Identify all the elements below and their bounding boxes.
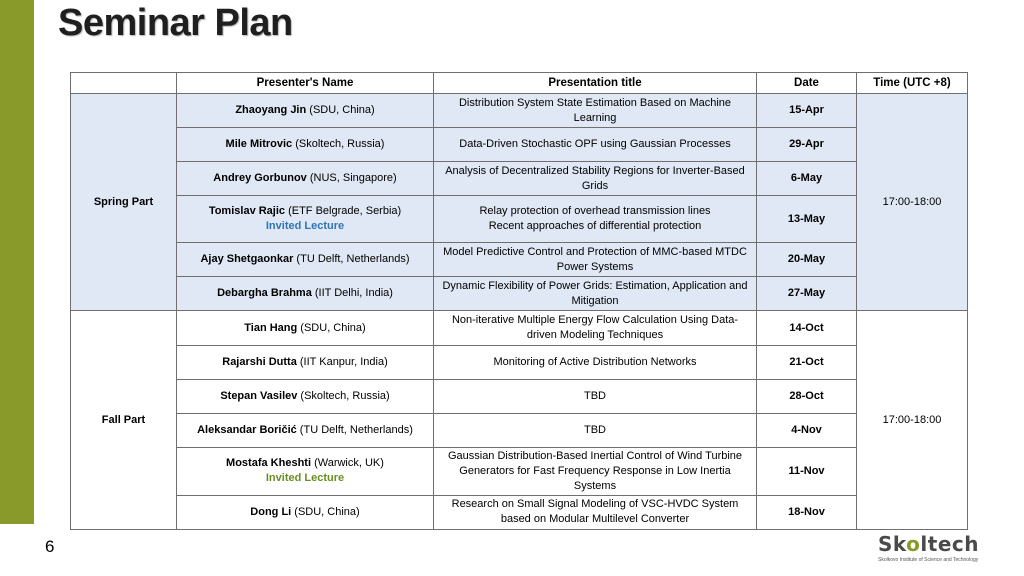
spring-time-cell: 17:00-18:00 (857, 94, 968, 311)
presentation-title-cell (434, 413, 757, 447)
presenter-cell (177, 311, 434, 345)
presenter-affiliation: (IIT Kanpur, India) (296, 355, 388, 368)
presenter-name: Ajay Shetgaonkar (200, 253, 294, 266)
presenter-cell (177, 128, 434, 162)
presenter-affiliation: (ETF Belgrade, Serbia) (285, 205, 402, 218)
table-row (71, 277, 968, 311)
table-row (71, 447, 968, 495)
presentation-title-cell (434, 94, 757, 128)
presentation-title-line: Gaussian Distribution-Based Inertial Control of Wind Turbine Generators for Fast Frequency Response in Low Inertia Systems (447, 449, 743, 492)
date-cell: 28-Oct (757, 379, 857, 413)
table-header-row (71, 73, 968, 94)
header-presenter: Presenter's Name (177, 73, 434, 94)
presentation-title-line: Non-iterative Multiple Energy Flow Calculation Using Data-driven Modeling Techniques (451, 314, 739, 342)
presenter-cell (177, 345, 434, 379)
presenter-affiliation: (Warwick, UK) (311, 457, 384, 470)
presenter-affiliation: (TU Delft, Netherlands) (293, 253, 410, 266)
presenter-cell (177, 162, 434, 196)
skoltech-logo (878, 532, 1000, 568)
presenter-affiliation: (SDU, China) (291, 505, 360, 518)
date-cell: 20-May (757, 243, 857, 277)
presentation-title-line: Distribution System State Estimation Based on Machine Learning (458, 96, 732, 124)
presenter-affiliation: (NUS, Singapore) (306, 172, 397, 185)
presentation-title-cell (434, 128, 757, 162)
presenter-name: Debargha Brahma (217, 287, 312, 300)
presenter-cell (177, 447, 434, 495)
spring-part-label: Spring Part (71, 94, 177, 311)
table-row (71, 162, 968, 196)
presentation-title-line: Monitoring of Active Distribution Networks (493, 355, 697, 368)
fall-time-cell: 17:00-18:00 (857, 311, 968, 530)
presenter-name: Dong Li (250, 505, 292, 518)
page-title: Seminar Plan (58, 2, 293, 44)
presentation-title-cell (434, 311, 757, 345)
presenter-cell (177, 94, 434, 128)
presenter-affiliation: (Skoltech, Russia) (292, 138, 385, 151)
logo-wordmark: Skoltech (878, 532, 979, 556)
presentation-title-line: Research on Small Signal Modeling of VSC-HVDC System based on Modular Multilevel Converter (451, 498, 739, 526)
table-row (71, 243, 968, 277)
table-row (71, 413, 968, 447)
date-cell: 13-May (757, 196, 857, 243)
date-cell: 21-Oct (757, 345, 857, 379)
presentation-title-line: Data-Driven Stochastic OPF using Gaussian Processes (459, 138, 731, 151)
date-cell: 6-May (757, 162, 857, 196)
table-row (71, 311, 968, 345)
presenter-cell (177, 196, 434, 243)
date-cell: 27-May (757, 277, 857, 311)
date-cell: 29-Apr (757, 128, 857, 162)
presentation-title-line: Relay protection of overhead transmission lines (479, 205, 711, 218)
presenter-name: Stepan Vasilev (220, 389, 298, 402)
presentation-title-line: Model Predictive Control and Protection of MMC-based MTDC Power Systems (443, 245, 747, 273)
presentation-title-line: TBD (584, 423, 606, 436)
presenter-name: Zhaoyang Jin (235, 104, 307, 117)
seminar-table (70, 72, 968, 530)
presenter-name: Mile Mitrovic (225, 138, 293, 151)
presenter-name: Mostafa Kheshti (226, 457, 312, 470)
table-row (71, 196, 968, 243)
presentation-title-cell (434, 277, 757, 311)
table-row (71, 379, 968, 413)
date-cell: 14-Oct (757, 311, 857, 345)
table-row (71, 94, 968, 128)
header-date: Date (757, 73, 857, 94)
date-cell: 15-Apr (757, 94, 857, 128)
presenter-name: Rajarshi Dutta (222, 355, 297, 368)
presentation-title-cell (434, 345, 757, 379)
date-cell: 4-Nov (757, 413, 857, 447)
presenter-cell (177, 379, 434, 413)
fall-part-label: Fall Part (71, 311, 177, 530)
date-cell: 11-Nov (757, 447, 857, 495)
presentation-title-line: Recent approaches of differential protection (488, 220, 702, 233)
invited-lecture-badge: Invited Lecture (265, 220, 345, 233)
presentation-title-cell (434, 196, 757, 243)
presentation-title-cell (434, 162, 757, 196)
presenter-cell (177, 495, 434, 529)
logo-subtitle: Skolkovo Institute of Science and Technology (878, 557, 979, 563)
presenter-affiliation: (TU Delft, Netherlands) (296, 423, 413, 436)
presenter-name: Tian Hang (244, 321, 298, 334)
presenter-cell (177, 413, 434, 447)
presenter-affiliation: (IIT Delhi, India) (311, 287, 393, 300)
accent-side-bar (0, 0, 34, 524)
presentation-title-cell (434, 447, 757, 495)
table-row (71, 128, 968, 162)
presenter-affiliation: (Skoltech, Russia) (297, 389, 390, 402)
presenter-name: Tomislav Rajic (208, 205, 286, 218)
header-presentation-title: Presentation title (434, 73, 757, 94)
presenter-affiliation: (SDU, China) (306, 104, 375, 117)
presentation-title-line: Analysis of Decentralized Stability Regions for Inverter-Based Grids (445, 164, 745, 192)
table-row (71, 495, 968, 529)
invited-lecture-badge: Invited Lecture (265, 472, 345, 485)
date-cell: 18-Nov (757, 495, 857, 529)
presenter-cell (177, 243, 434, 277)
presenter-name: Aleksandar Boričić (197, 423, 297, 436)
presentation-title-cell (434, 379, 757, 413)
table-row (71, 345, 968, 379)
presenter-name: Andrey Gorbunov (213, 172, 307, 185)
presenter-cell (177, 277, 434, 311)
table-body (71, 94, 968, 530)
presentation-title-cell (434, 495, 757, 529)
presentation-title-line: TBD (584, 389, 606, 402)
header-time: Time (UTC +8) (857, 73, 968, 94)
header-part (71, 73, 177, 94)
presentation-title-cell (434, 243, 757, 277)
presenter-affiliation: (SDU, China) (297, 321, 366, 334)
page-number: 6 (45, 537, 55, 556)
presentation-title-line: Dynamic Flexibility of Power Grids: Estimation, Application and Mitigation (442, 279, 748, 307)
